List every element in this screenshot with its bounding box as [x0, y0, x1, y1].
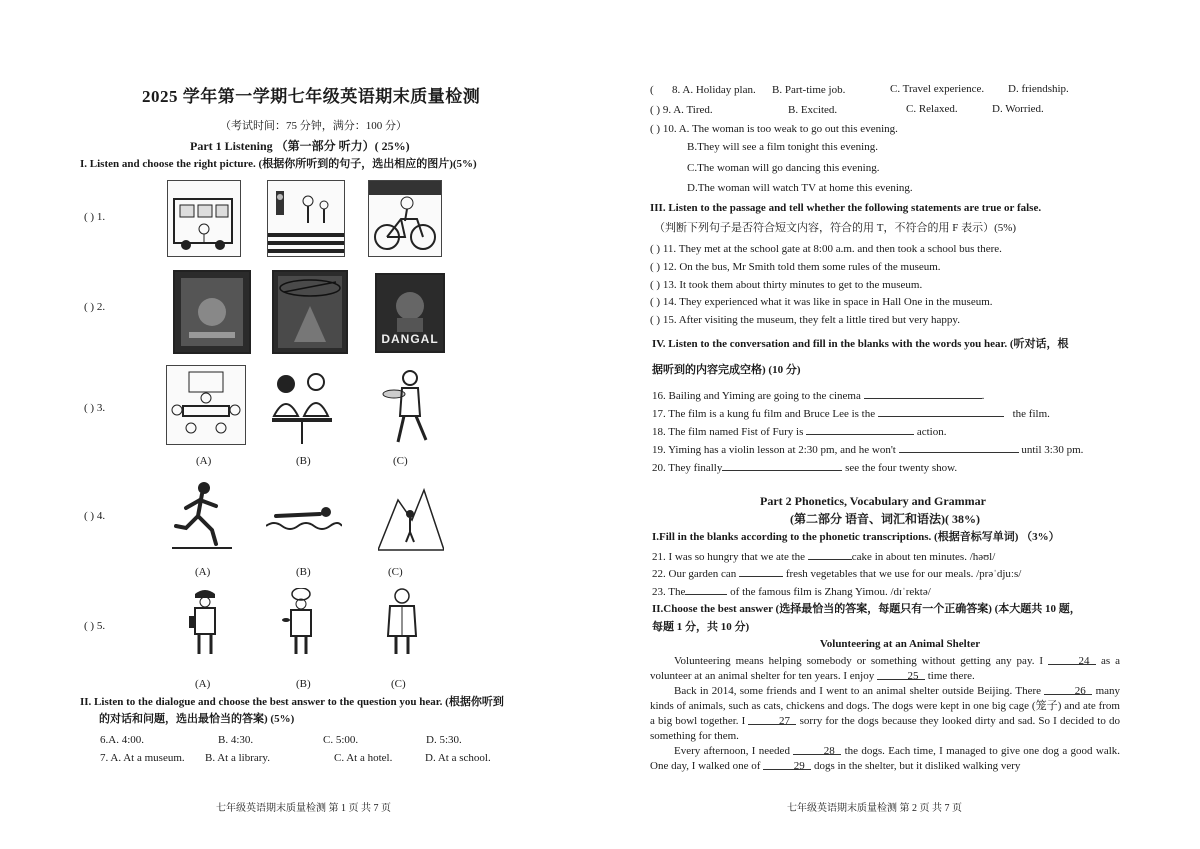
q8-option-a: 8. A. Holiday plan.: [672, 84, 756, 96]
tf-item-15: ( ) 15. After visiting the museum, they felt a little tired but very happy.: [650, 314, 960, 326]
q22-blank[interactable]: [739, 566, 783, 577]
q23-blank[interactable]: [685, 584, 727, 595]
couple-dining-icon: [262, 368, 342, 446]
q9-option-c: C. Relaxed.: [906, 103, 958, 115]
passage-paragraph-3: Every afternoon, I needed 28 the dogs. Each time, I managed to give one dog a good walk. One day, I walked one of 29 dogs in the shelter, but it disliked walking very: [650, 745, 1121, 772]
section4-heading: IV. Listen to the conversation and fill in the blanks with the words you hear. (听对话，根: [652, 338, 1069, 350]
page-footer: 七年级英语期末质量检测 第 2 页 共 7 页: [787, 803, 962, 814]
q9-option-d: D. Worried.: [992, 103, 1044, 115]
section2-heading-cont: 的对话和问题，选出最恰当的答案) (5%): [99, 713, 295, 725]
poster-title: DANGAL: [381, 331, 439, 346]
waiter-icon: [382, 368, 438, 446]
q2-picture-c-poster: [375, 273, 445, 353]
q4-picture-c-hiking: [378, 480, 444, 552]
exam-title: 2025 学年第一学期七年级英语期末质量检测: [142, 87, 481, 106]
q9-option-a: ( ) 9. A. Tired.: [650, 104, 713, 116]
q5-picture-b-chef: [282, 588, 320, 656]
section1-heading: I. Listen and choose the right picture. (根据你所听到的句子，选出相应的图片)(5%): [80, 158, 477, 170]
question-3-label: ( ) 3.: [84, 402, 106, 414]
q20: 20. They finally see the four twenty show.: [652, 462, 958, 474]
q3-picture-b-restaurant: [262, 368, 342, 446]
q3-choice-b: (B): [296, 455, 311, 467]
runner-icon: [172, 480, 234, 550]
passage-paragraph-1: Volunteering means helping somebody or something without getting any pay. I 24 as a volunteer at an animal shelter for ten years. I enjoy 25 time there.: [650, 655, 1120, 682]
q3-choice-c: (C): [393, 455, 408, 467]
film-poster-icon: [377, 280, 443, 332]
question-1-label: ( ) 1.: [84, 211, 106, 223]
q7-option-b: B. At a library.: [205, 752, 270, 764]
question-4-label: ( ) 4.: [84, 510, 106, 522]
q7-option-c: C. At a hotel.: [334, 752, 393, 764]
q6-option-d: D. 5:30.: [426, 734, 462, 746]
blank-25[interactable]: 25: [877, 669, 925, 680]
q21-blank[interactable]: [808, 549, 852, 560]
doctor-icon: [384, 586, 420, 656]
q9-option-b: B. Excited.: [788, 104, 838, 116]
q7-option-a: 7. A. At a museum.: [100, 752, 185, 764]
q2-picture-a-poster: [173, 270, 251, 354]
passage-paragraph-2: Back in 2014, some friends and I went to an animal shelter outside Beijing. There 26 many kinds of animals, such as cats, chickens and dogs. The dogs were kept in one big cage (笼子) and ate from a big bowl together. I 27 sorry for the dogs because they looked dirty and sad. So I decided to do something for them.: [650, 685, 1121, 742]
q7-option-d: D. At a school.: [425, 752, 491, 764]
section3-sub: （判断下列句子是否符合短文内容，符合的用 T，不符合的用 F 表示）(5%): [654, 222, 1017, 234]
q5-picture-a-firefighter: [187, 586, 223, 656]
film-poster-icon: [175, 272, 249, 352]
page-footer: 七年级英语期末质量检测 第 1 页 共 7 页: [216, 803, 391, 814]
blank-28[interactable]: 28: [793, 744, 841, 755]
q4-picture-a-running: [172, 480, 234, 550]
passage-title: Volunteering at an Animal Shelter: [819, 638, 981, 650]
q3-picture-c-waiter: [382, 368, 438, 446]
q8-paren: (: [650, 84, 654, 96]
q8-option-d: D. friendship.: [1008, 83, 1069, 95]
q4-choice-a: (A): [195, 566, 211, 578]
q5-picture-c-doctor: [384, 586, 420, 656]
q10-option-a: ( ) 10. A. The woman is too weak to go out this evening.: [650, 123, 898, 135]
question-5-label: ( ) 5.: [84, 620, 106, 632]
q17: 17. The film is a kung fu film and Bruce Lee is the the film.: [652, 408, 1050, 420]
crosswalk-icon: [268, 181, 344, 256]
q16: 16. Bailing and Yiming are going to the cinema .: [652, 390, 985, 402]
q4-picture-b-swimming: [266, 500, 342, 534]
sectionII-heading: II.Choose the best answer (选择最恰当的答案，每题只有一个正确答案) (本大题共 10 题，: [652, 603, 1081, 615]
q22: 22. Our garden can fresh vegetables that we use for our meals. /prəˈdjuːs/: [652, 568, 1022, 580]
q10-option-c: C.The woman will go dancing this evening.: [687, 162, 880, 174]
q3-choice-a: (A): [196, 455, 212, 467]
q18: 18. The film named Fist of Fury is action.: [652, 426, 947, 438]
blank-26[interactable]: 26: [1044, 684, 1092, 695]
q16-blank[interactable]: [864, 388, 982, 399]
sectionI-heading: I.Fill in the blanks according to the phonetic transcriptions. (根据音标写单词) （3%）: [652, 531, 1060, 543]
part1-title: Part 1 Listening （第一部分 听力）( 25%): [190, 139, 410, 153]
question-2-label: ( ) 2.: [84, 301, 106, 313]
q4-choice-c: (C): [388, 566, 403, 578]
q1-picture-b-crossing: [267, 180, 345, 257]
section4-heading-cont: 据听到的内容完成空格) (10 分): [652, 364, 801, 376]
q19: 19. Yiming has a violin lesson at 2:30 pm, and he won't until 3:30 pm.: [652, 444, 1084, 456]
q21: 21. I was so hungry that we ate the cake in about ten minutes. /həʊl/: [652, 551, 996, 563]
bus-icon: [168, 181, 240, 256]
q23: 23. The of the famous film is Zhang Yimou. /dɪˈrektə/: [652, 586, 931, 598]
part2-title: Part 2 Phonetics, Vocabulary and Grammar: [760, 494, 986, 508]
q10-option-b: B.They will see a film tonight this evening.: [687, 141, 878, 153]
q8-option-b: B. Part-time job.: [772, 84, 846, 96]
swimmer-icon: [266, 500, 342, 534]
section2-heading: II. Listen to the dialogue and choose the best answer to the question you hear. (根据你听到: [80, 696, 504, 708]
meeting-icon: [167, 366, 245, 444]
q6-option-c: C. 5:00.: [323, 734, 359, 746]
q4-choice-b: (B): [296, 566, 311, 578]
q6-option-b: B. 4:30.: [218, 734, 254, 746]
q6-option-a: 6.A. 4:00.: [100, 734, 144, 746]
q20-blank[interactable]: [722, 460, 842, 471]
tf-item-12: ( ) 12. On the bus, Mr Smith told them some rules of the museum.: [650, 261, 941, 273]
tf-item-13: ( ) 13. It took them about thirty minutes to get to the museum.: [650, 279, 923, 291]
q8-option-c: C. Travel experience.: [890, 83, 985, 95]
mountain-hiker-icon: [378, 480, 444, 552]
q2-picture-b-poster: [272, 270, 348, 354]
blank-27[interactable]: 27: [748, 714, 796, 725]
sectionII-heading-cont: 每题 1 分，共 10 分): [652, 621, 750, 633]
chef-icon: [282, 588, 320, 656]
blank-29[interactable]: 29: [763, 759, 811, 770]
q18-blank[interactable]: [806, 424, 914, 435]
film-poster-icon: [274, 272, 346, 352]
q1-picture-c-bicycle: [368, 180, 442, 257]
q1-picture-a-bus: [167, 180, 241, 257]
tf-item-11: ( ) 11. They met at the school gate at 8:00 a.m. and then took a school bus there.: [650, 243, 1002, 255]
q10-option-d: D.The woman will watch TV at home this evening.: [687, 182, 913, 194]
q5-choice-c: (C): [391, 678, 406, 690]
part2-sub: (第二部分 语音、词汇和语法)( 38%): [790, 512, 980, 526]
q5-choice-a: (A): [195, 678, 211, 690]
q17-blank[interactable]: [878, 406, 1004, 417]
blank-24[interactable]: 24: [1048, 654, 1096, 665]
q5-choice-b: (B): [296, 678, 311, 690]
tf-item-14: ( ) 14. They experienced what it was like in space in Hall One in the museum.: [650, 296, 993, 308]
q19-blank[interactable]: [899, 442, 1019, 453]
page-2: [600, 0, 1200, 849]
bicycle-icon: [369, 181, 441, 256]
exam-info: （考试时间：75 分钟，满分：100 分）: [220, 120, 407, 132]
firefighter-icon: [187, 586, 223, 656]
section3-heading: III. Listen to the passage and tell whether the following statements are true or false.: [650, 202, 1042, 214]
q3-picture-a-meeting: [166, 365, 246, 445]
